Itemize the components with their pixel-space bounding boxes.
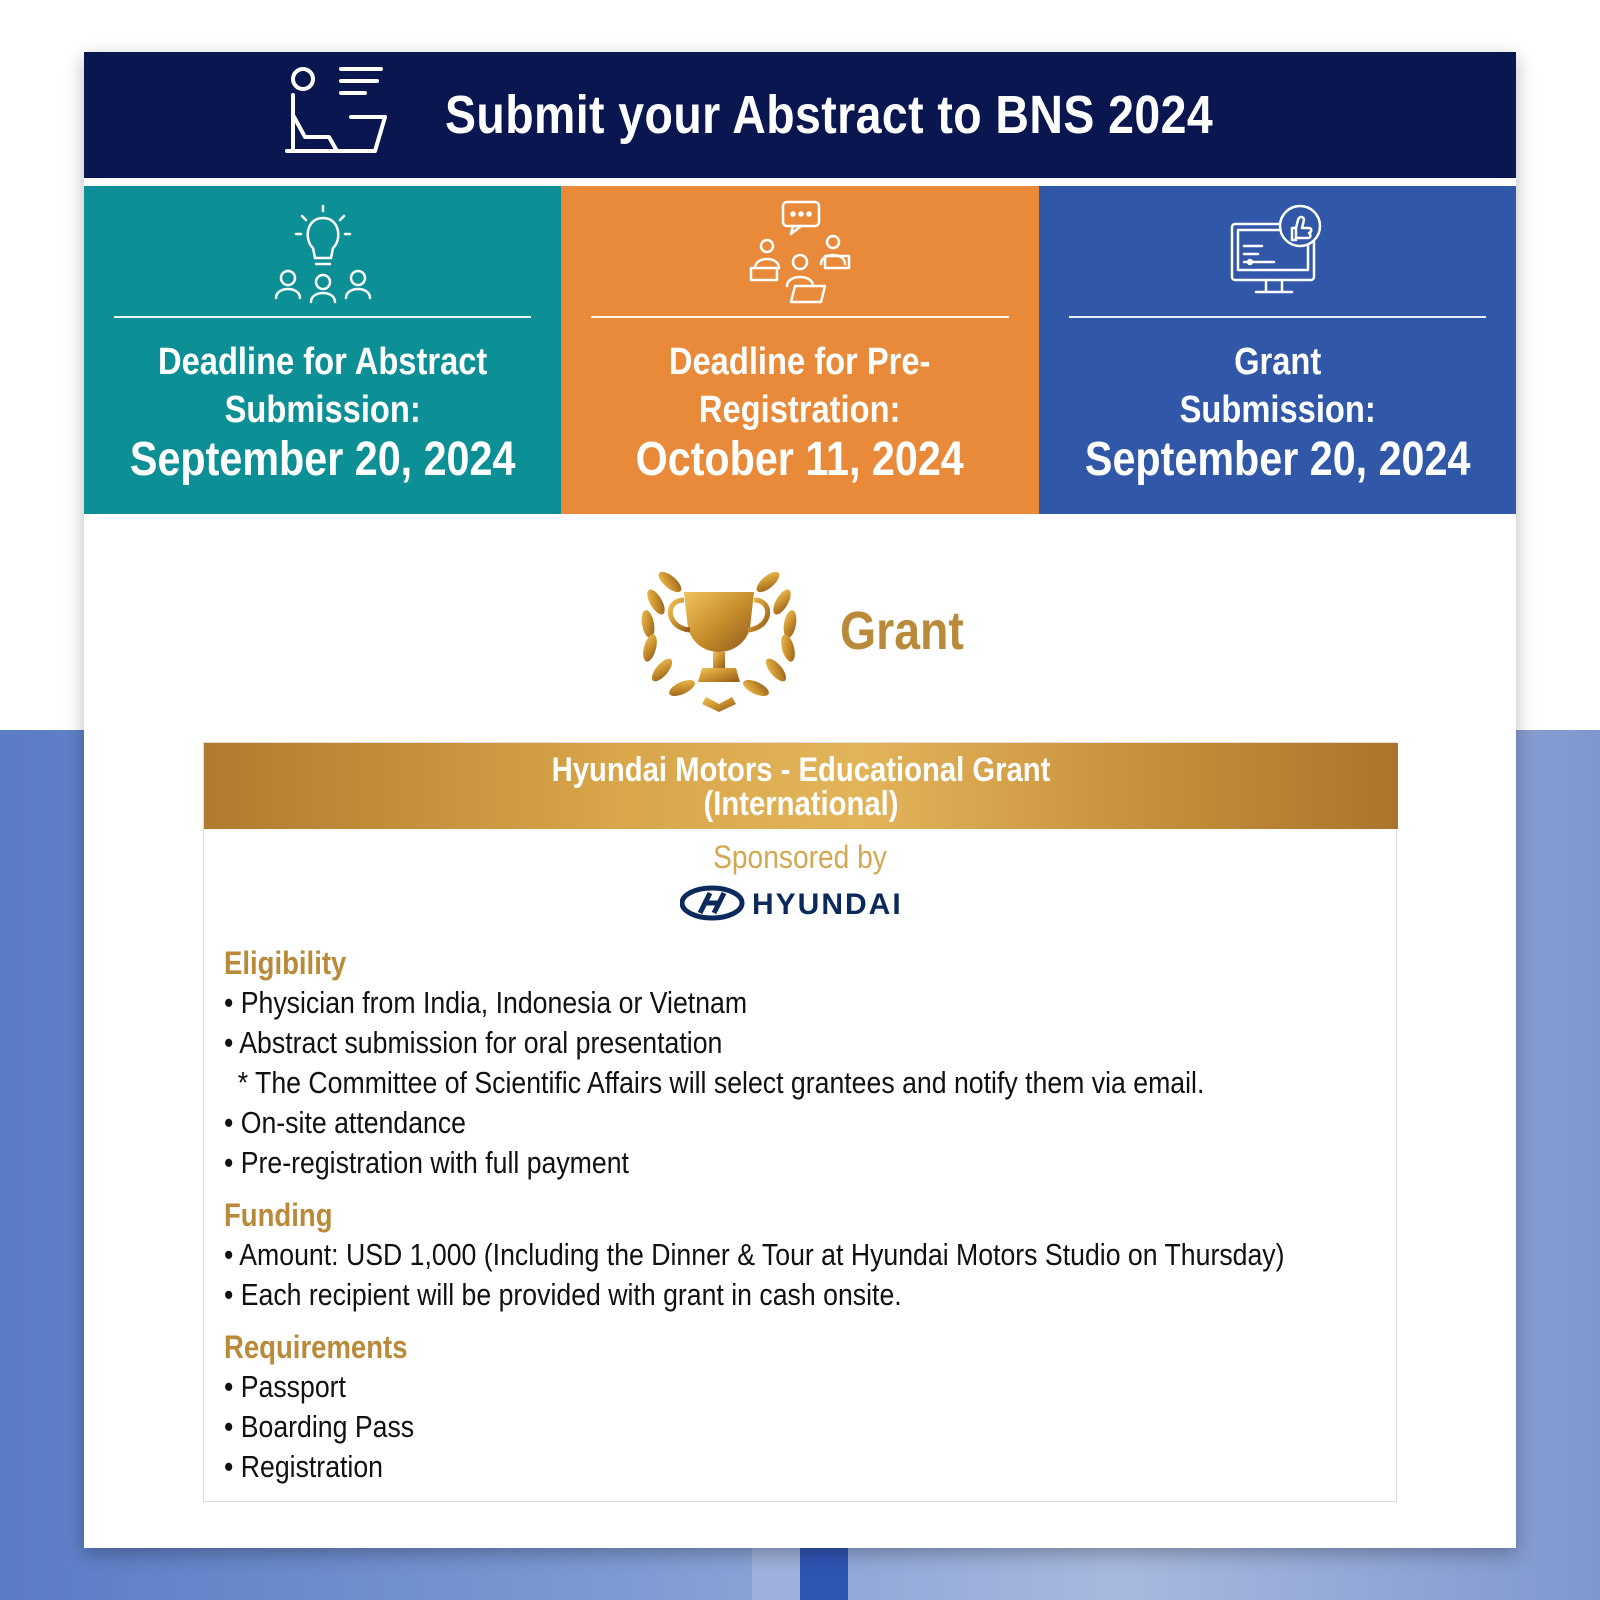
divider — [1069, 316, 1486, 318]
lightbulb-group-icon — [268, 198, 378, 308]
page-title: Submit your Abstract to BNS 2024 — [445, 85, 1214, 145]
deadlines-row — [84, 186, 1516, 514]
grant-title-bar — [204, 743, 1398, 829]
divider — [114, 316, 531, 318]
deadline-label-line1: Deadline for Pre- — [669, 341, 931, 383]
deadline-label — [117, 338, 528, 434]
hyundai-logo — [680, 883, 924, 923]
grant-title-line2: (International) — [703, 785, 899, 823]
flyer-card — [84, 52, 1516, 1548]
funding-title: Funding — [224, 1197, 333, 1233]
background-stripe-dark — [800, 1548, 848, 1600]
deadline-label-line2: Registration: — [699, 389, 901, 431]
deadline-label — [1072, 338, 1483, 434]
list-item: • On-site attendance — [224, 1103, 1222, 1143]
trophy-laurel-icon — [624, 532, 814, 722]
deadline-date: September 20, 2024 — [129, 433, 516, 486]
grant-title-line1: Hyundai Motors - Educational Grant — [551, 751, 1051, 789]
divider — [591, 316, 1008, 318]
person-at-laptop-icon — [285, 65, 395, 165]
list-item: • Boarding Pass — [224, 1407, 1222, 1447]
svg-text:HYUNDAI: HYUNDAI — [752, 888, 903, 921]
list-item: • Registration — [224, 1447, 1222, 1487]
discussion-group-icon — [745, 198, 855, 308]
list-item: • Passport — [224, 1367, 1222, 1407]
deadline-label-line2: Submission: — [1179, 389, 1376, 431]
requirements-title: Requirements — [224, 1329, 408, 1365]
deadline-label-line1: Deadline for Abstract — [158, 341, 488, 383]
deadline-label-line1: Grant — [1233, 341, 1321, 383]
deadline-preregistration — [561, 186, 1038, 514]
title-banner — [84, 52, 1516, 182]
deadline-label-line2: Submission: — [224, 389, 421, 431]
background-stripe-light — [752, 1548, 800, 1600]
deadline-date: October 11, 2024 — [635, 433, 965, 486]
list-item: • Pre-registration with full payment — [224, 1143, 1222, 1183]
sponsored-by-label: Sponsored by — [713, 839, 887, 875]
deadline-abstract — [84, 186, 561, 514]
eligibility-note: * The Committee of Scientific Affairs will select grantees and notify them via email. — [237, 1065, 1205, 1100]
deadline-label — [595, 338, 1006, 434]
grant-details-box — [203, 742, 1397, 1502]
list-item: • Amount: USD 1,000 (Including the Dinner & Tour at Hyundai Motors Studio on Thursday) — [224, 1235, 1222, 1275]
grant-heading: Grant — [840, 601, 964, 661]
list-item: • Physician from India, Indonesia or Vietnam — [224, 983, 1222, 1023]
deadline-grant — [1039, 186, 1516, 514]
list-item: • Each recipient will be provided with grant in cash onsite. — [224, 1275, 1222, 1315]
grant-content — [224, 943, 1384, 1487]
monitor-thumbs-up-icon — [1222, 198, 1332, 308]
deadline-date: September 20, 2024 — [1084, 433, 1471, 486]
eligibility-title: Eligibility — [224, 945, 347, 981]
list-item: • Abstract submission for oral presentation — [224, 1023, 1222, 1063]
